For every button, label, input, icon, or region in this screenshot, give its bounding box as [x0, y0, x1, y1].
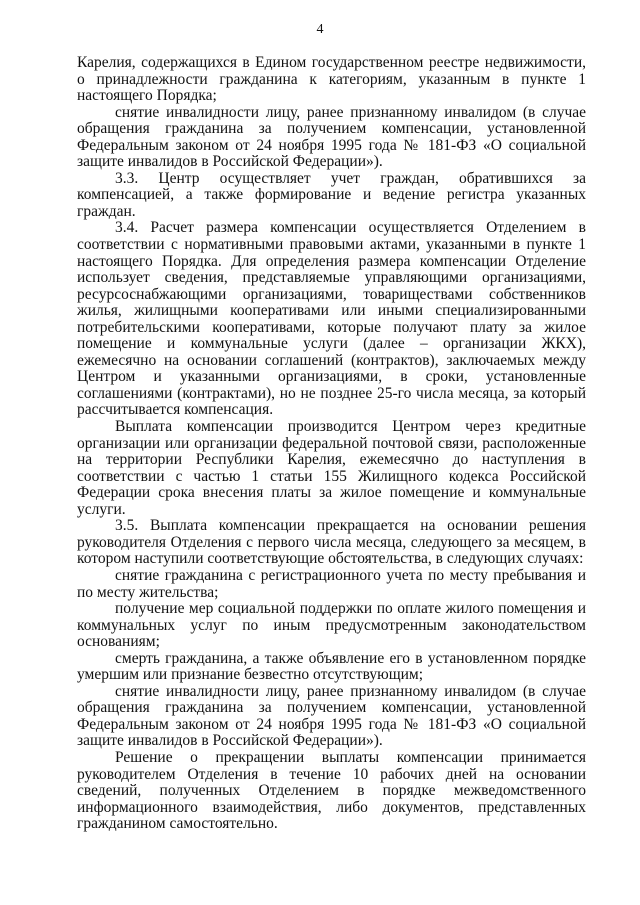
paragraph-decision: Решение о прекращении выплаты компенсации принимается руководителем Отделения в течение 10 рабочих дней на основании сведений, полученных Отделением в порядке межведомственного информационного взаимодействия, либо документов, представленных гражданином самостоятельно.	[77, 748, 586, 833]
paragraph-3-5: 3.5. Выплата компенсации прекращается на основании решения руководителя Отделения с первого числа месяца, следующего за месяцем, в котором наступили соответствующие обстоятельства, в следующих случаях:	[77, 517, 586, 568]
paragraph-3-3: 3.3. Центр осуществляет учет граждан, обратившихся за компенсацией, а также формирование и ведение регистра указанных граждан.	[77, 169, 586, 220]
paragraph-3-4: 3.4. Расчет размера компенсации осуществляется Отделением в соответствии с нормативными правовыми актами, указанными в пункте 1 настоящего Порядка. Для определения размера компенсации Отделение использует сведения, представляемые управляющими организациями, ресурсоснабжающими организациями, товариществами собственников жилья, жилищными кооперативами или иными специализированными потребительскими кооперативами, которые получают плату за жилое помещение и коммунальные услуги (далее – организации ЖКХ), ежемесячно на основании соглашений (контрактов), заключаемых между Центром и указанными организациями, в сроки, установленные соглашениями (контрактами), но не позднее 25-го числа месяца, за который рассчитывается компенсация.	[77, 219, 586, 419]
paragraph-case-disability: снятие инвалидности лицу, ранее признанному инвалидом (в случае обращения гражданина за получением компенсации, установленной Федеральным законом от 24 ноября 1995 года № 181-ФЗ «О социальной защите инвалидов в Российской Федерации»).	[77, 682, 586, 750]
document-body	[77, 55, 586, 833]
paragraph-case-other-support: получение мер социальной поддержки по оплате жилого помещения и коммунальных услуг по иным предусмотренным законодательством основаниям;	[77, 600, 586, 651]
paragraph-payment: Выплата компенсации производится Центром через кредитные организации или организации федеральной почтовой связи, расположенные на территории Республики Карелия, ежемесячно до наступления в соответствии с частью 1 статьи 155 Жилищного кодекса Российской Федерации срока внесения платы за жилое помещение и коммунальные услуги.	[77, 418, 586, 518]
page-number: 4	[316, 22, 324, 37]
paragraph-continuation: Карелия, содержащихся в Едином государственном реестре недвижимости, о принадлежности гражданина к категориям, указанным в пункте 1 настоящего Порядка;	[77, 54, 586, 105]
paragraph-case-death: смерть гражданина, а также объявление его в установленном порядке умершим или признание безвестно отсутствующим;	[77, 649, 586, 684]
paragraph-case-registration: снятие гражданина с регистрационного учета по месту пребывания и по месту жительства;	[77, 566, 586, 601]
paragraph-disability-removal: снятие инвалидности лицу, ранее признанному инвалидом (в случае обращения гражданина за получением компенсации, установленной Федеральным законом от 24 ноября 1995 года № 181-ФЗ «О социальной защите инвалидов в Российской Федерации»).	[77, 103, 586, 171]
